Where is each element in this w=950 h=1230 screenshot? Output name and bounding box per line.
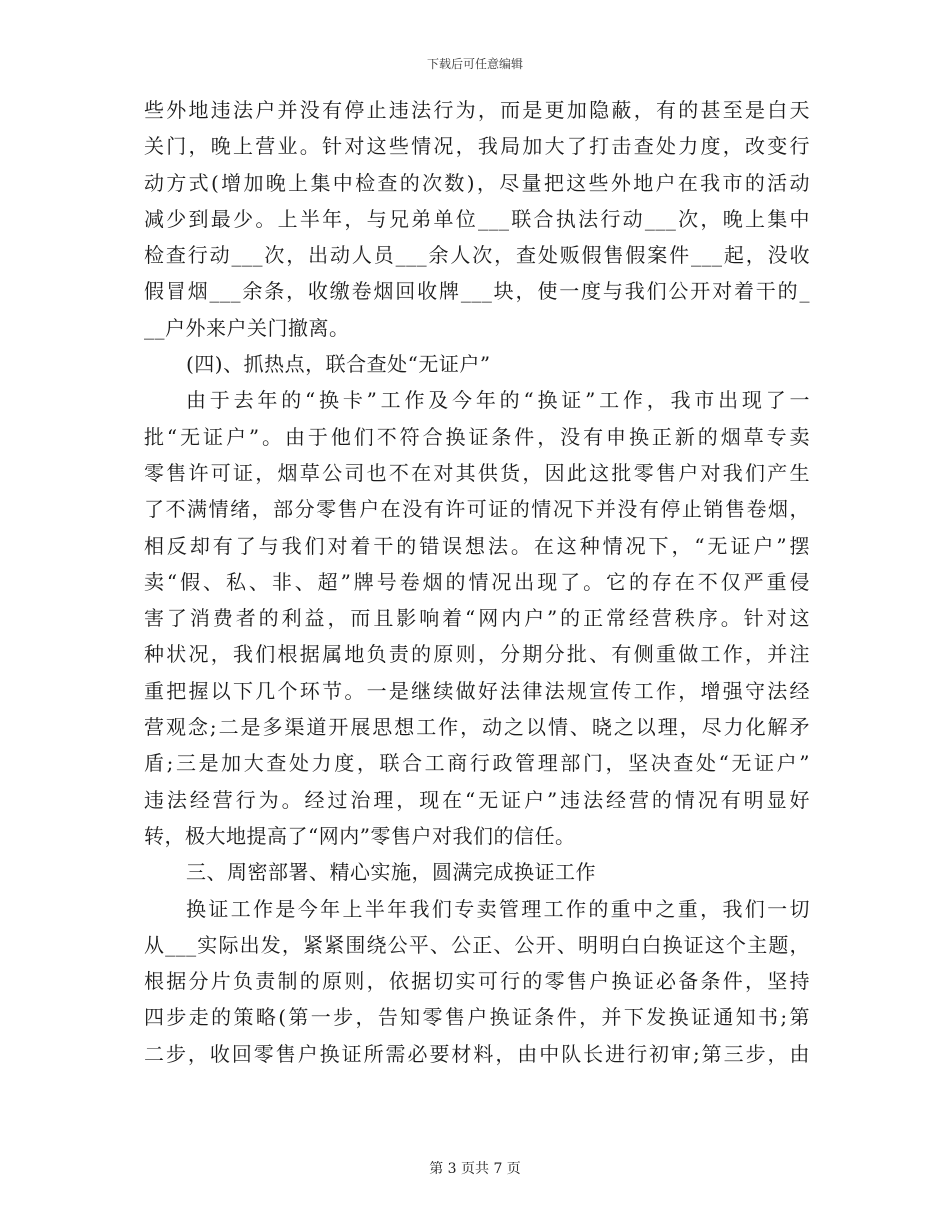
text-line: 批“无证户”。由于他们不符合换证条件，没有申换正新的烟草专卖 (144, 424, 810, 449)
document-body (144, 92, 810, 1072)
text-line: 零售许可证，烟草公司也不在对其供货，因此这批零售户对我们产生 (144, 460, 810, 485)
text-line: 从___实际出发，紧紧围绕公平、公正、公开、明明白白换证这个主题， (144, 932, 810, 957)
text-line: 些外地违法户并没有停止违法行为，而是更加隐蔽，有的甚至是白天 (144, 98, 810, 122)
text-line: 四步走的策略(第一步，告知零售户换证条件，并下发换证通知书;第 (144, 1005, 810, 1030)
text-line: 违法经营行为。经过治理，现在“无证户”违法经营的情况有明显好 (144, 787, 810, 812)
text-line: 盾;三是加大查处力度，联合工商行政管理部门，坚决查处“无证户” (144, 751, 810, 776)
text-line: 根据分片负责制的原则，依据切实可行的零售户换证必备条件，坚持 (144, 969, 810, 994)
text-line: 相反却有了与我们对着干的错误想法。在这种情况下，“无证户”摆 (144, 533, 810, 558)
page-header: 下载后可任意编辑 (426, 57, 523, 71)
text-line: 减少到最少。上半年，与兄弟单位___联合执法行动___次，晚上集中 (144, 206, 810, 231)
text-line: 动方式(增加晚上集中检查的次数)，尽量把这些外地户在我市的活动 (144, 170, 810, 195)
text-line: 营观念;二是多渠道开展思想工作，动之以情、晓之以理，尽力化解矛 (144, 715, 810, 740)
text-line: 关门，晚上营业。针对这些情况，我局加大了打击查处力度，改变行 (144, 134, 810, 159)
text-line: 二步，收回零售户换证所需必要材料，由中队长进行初审;第三步，由 (144, 1041, 810, 1066)
text-line: 换证工作是今年上半年我们专卖管理工作的重中之重，我们一切 (186, 896, 810, 921)
page-footer: 第 3 页共 7 页 (429, 1161, 521, 1177)
text-line: 害了消费者的利益，而且影响着“网内户”的正常经营秩序。针对这 (144, 606, 810, 631)
text-line: 三、周密部署、精心实施，圆满完成换证工作 (186, 860, 596, 885)
text-line: (四)、抓热点，联合查处“无证户” (186, 352, 491, 377)
text-line: 检查行动___次，出动人员___余人次，查处贩假售假案件___起，没收 (144, 243, 810, 268)
text-line: 由于去年的“换卡”工作及今年的“换证”工作，我市出现了一 (186, 388, 810, 413)
text-line: 转，极大地提高了“网内”零售户对我们的信任。 (144, 823, 576, 848)
text-line: 卖“假、私、非、超”牌号卷烟的情况出现了。它的存在不仅严重侵 (144, 569, 810, 594)
text-line: 假冒烟___余条，收缴卷烟回收牌___块，使一度与我们公开对着干的_ (144, 279, 810, 304)
text-line: 种状况，我们根据属地负责的原则，分期分批、有侧重做工作，并注 (144, 642, 810, 667)
text-line: 了不满情绪，部分零售户在没有许可证的情况下并没有停止销售卷烟， (144, 497, 810, 522)
text-line: __户外来户关门撤离。 (144, 315, 350, 340)
text-line: 重把握以下几个环节。一是继续做好法律法规宣传工作，增强守法经 (144, 678, 810, 703)
